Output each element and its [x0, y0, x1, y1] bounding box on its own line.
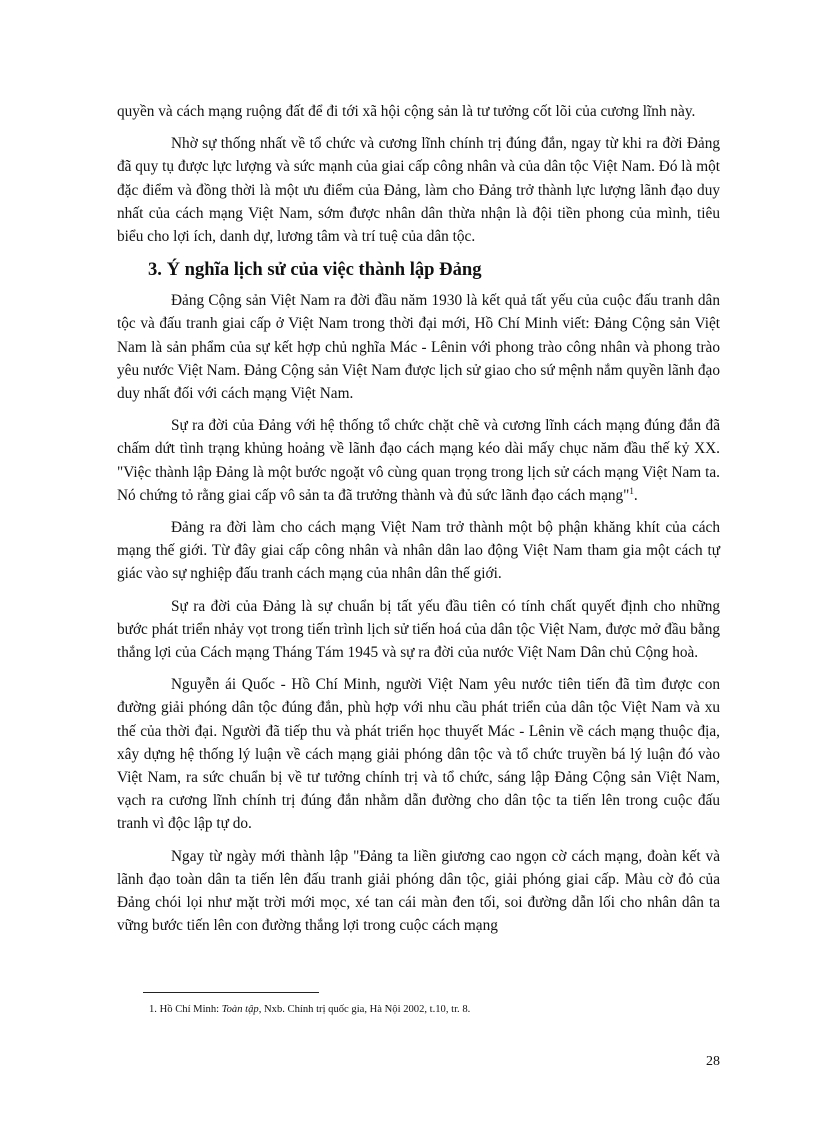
footnote-details: , Nxb. Chính trị quốc gia, Hà Nội 2002, t.10, tr. 8.: [258, 1004, 471, 1015]
paragraph-continuation: quyền và cách mạng ruộng đất để đi tới xã hội cộng sản là tư tưởng cốt lõi của cương lĩnh này.: [117, 103, 696, 120]
footnote-work-title: Toàn tập: [221, 1004, 259, 1015]
paragraph-text: Sự ra đời của Đảng với hệ thống tổ chức chặt chẽ và cương lĩnh cách mạng đúng đắn đã chấm dứt tình trạng khủng hoảng về lãnh đạo cách mạng kéo dài mấy chục năm đầu thế kỷ XX. "Việc thành lập Đảng là một bước ngoặt vô cùng quan trọng trong lịch sử cách mạng Việt Nam ta. Nó chứng tỏ rằng giai cấp vô sản ta đã trưởng thành và đủ sức lãnh đạo cách mạng": [117, 417, 720, 504]
paragraph: Đảng ra đời làm cho cách mạng Việt Nam trở thành một bộ phận khăng khít của cách mạng thế giới. Từ đây giai cấp công nhân và nhân dân lao động Việt Nam tham gia một cách tự giác vào sự nghiệp đấu tranh cách mạng của nhân dân thế giới.: [117, 519, 720, 583]
footnote-author: Hồ Chí Minh:: [159, 1004, 220, 1015]
page-number: 28: [706, 1054, 720, 1069]
footnote: [149, 1003, 470, 1017]
paragraph: Ngay từ ngày mới thành lập "Đảng ta liền giương cao ngọn cờ cách mạng, đoàn kết và lãnh đạo toàn dân ta tiến lên đấu tranh giải phóng dân tộc, giải phóng giai cấp. Màu cờ đỏ của Đảng chói lọi như mặt trời mới mọc, xé tan cái màn đen tối, soi đường dẫn lối cho nhân dân ta vững bước tiến lên con đường thắng lợi trong cuộc cách mạng: [117, 847, 720, 935]
paragraph-with-footnote: Sự ra đời của Đảng với hệ thống tổ chức chặt chẽ và cương lĩnh cách mạng đúng đắn đã chấm dứt tình trạng khủng hoảng về lãnh đạo cách mạng kéo dài mấy chục năm đầu thế kỷ XX. "Việc thành lập Đảng là một bước ngoặt vô cùng quan trọng trong lịch sử cách mạng Việt Nam ta. Nó chứng tỏ rằng giai cấp vô sản ta đã trưởng thành và đủ sức lãnh đạo cách mạng"$^1$.: [117, 417, 720, 504]
page-body: [117, 100, 720, 947]
paragraph: Sự ra đời của Đảng là sự chuẩn bị tất yếu đầu tiên có tính chất quyết định cho những bước phát triển nhảy vọt trong tiến trình lịch sử tiến hoá của dân tộc Việt Nam, được mở đầu bằng thắng lợi của Cách mạng Tháng Tám 1945 và sự ra đời của nước Việt Nam Dân chủ Cộng hoà.: [117, 597, 720, 662]
paragraph: Nguyễn ái Quốc - Hồ Chí Minh, người Việt Nam yêu nước tiên tiến đã tìm được con đường giải phóng dân tộc đúng đắn, phù hợp với nhu cầu phát triển của dân tộc Việt Nam và xu thế của thời đại. Người đã tiếp thu và phát triển học thuyết Mác - Lênin về cách mạng thuộc địa, xây dựng hệ thống lý luận về cách mạng giải phóng dân tộc và tổ chức truyền bá lý luận đó vào Việt Nam, ra sức chuẩn bị về tư tưởng chính trị và tổ chức, sáng lập Đảng Cộng sản Việt Nam, vạch ra cương lĩnh chính trị đúng đắn nhằm dẫn đường cho dân tộc ta tiến lên trong cuộc đấu tranh vì độc lập tự do.: [117, 676, 720, 833]
footnote-marker[interactable]: 1: [629, 485, 634, 496]
section-heading: 3. Ý nghĩa lịch sử của việc thành lập Đảng: [148, 259, 482, 281]
paragraph: Đảng Cộng sản Việt Nam ra đời đầu năm 1930 là kết quả tất yếu của cuộc đấu tranh dân tộc và đấu tranh giai cấp ở Việt Nam trong thời đại mới, Hồ Chí Minh viết: Đảng Cộng sản Việt Nam là sản phẩm của sự kết hợp chủ nghĩa Mác - Lênin với phong trào công nhân và phong trào yêu nước Việt Nam. Đảng Cộng sản Việt Nam được lịch sử giao cho sứ mệnh nắm quyền lãnh đạo duy nhất đối với cách mạng Việt Nam.: [117, 292, 720, 403]
footnote-number: 1.: [149, 1004, 157, 1015]
footnote-divider: [143, 992, 319, 993]
paragraph: Nhờ sự thống nhất về tổ chức và cương lĩnh chính trị đúng đắn, ngay từ khi ra đời Đảng đã quy tụ được lực lượng và sức mạnh của giai cấp công nhân và của dân tộc Việt Nam. Đó là một đặc điểm và đồng thời là một ưu điểm của Đảng, làm cho Đảng trở thành lực lượng lãnh đạo duy nhất của cách mạng Việt Nam, sớm được nhân dân thừa nhận là đội tiền phong của mình, tiêu biểu cho lợi ích, danh dự, lương tâm và trí tuệ của dân tộc.: [117, 135, 720, 246]
